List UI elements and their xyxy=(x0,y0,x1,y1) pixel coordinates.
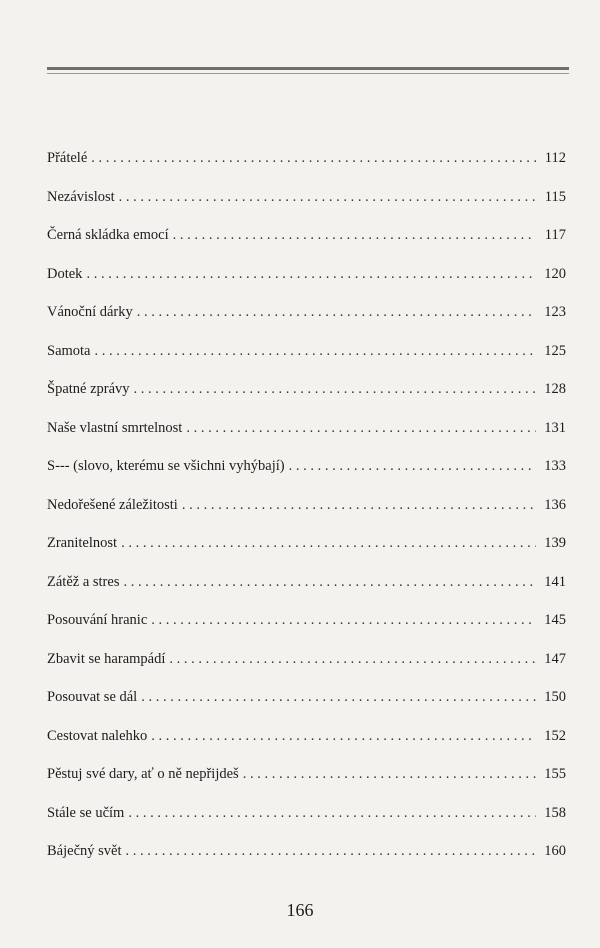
toc-entry xyxy=(47,612,566,651)
toc-entry-title: Nezávislost xyxy=(47,188,115,205)
toc-entry-title: Špatné zprávy xyxy=(47,381,130,397)
toc-entry-page: 150 xyxy=(544,689,566,705)
table-of-contents xyxy=(47,150,566,882)
toc-leader-dots xyxy=(186,420,536,437)
toc-entry xyxy=(47,458,566,497)
toc-entry xyxy=(47,420,566,459)
toc-entry-title: Černá skládka emocí xyxy=(47,227,169,243)
toc-leader-dots xyxy=(169,651,536,668)
toc-leader-dots xyxy=(141,689,536,706)
toc-leader-dots xyxy=(91,150,536,167)
toc-entry-title: Zátěž a stres xyxy=(47,573,120,590)
toc-entry-title: Posouvat se dál xyxy=(47,689,138,705)
toc-entry-title: Pěstuj své dary, ať o ně nepřijdeš xyxy=(47,766,239,782)
toc-leader-dots xyxy=(121,535,536,552)
toc-entry xyxy=(47,304,566,343)
toc-entry-title: Zbavit se harampádí xyxy=(47,650,166,667)
toc-leader-dots xyxy=(151,612,536,629)
toc-entry xyxy=(47,651,566,690)
toc-entry-title: Naše vlastní smrtelnost xyxy=(47,419,183,436)
toc-entry xyxy=(47,689,566,728)
toc-entry-page: 125 xyxy=(544,342,566,359)
toc-entry-page: 152 xyxy=(544,727,566,744)
toc-entry xyxy=(47,728,566,767)
toc-entry-page: 128 xyxy=(544,381,566,397)
toc-entry-page: 158 xyxy=(544,804,566,821)
toc-entry xyxy=(47,227,566,266)
toc-entry-page: 115 xyxy=(544,188,566,205)
toc-leader-dots xyxy=(126,843,537,860)
toc-leader-dots xyxy=(119,189,536,206)
toc-leader-dots xyxy=(128,805,536,822)
toc-entry-page: 139 xyxy=(544,535,566,551)
toc-entry-title: Cestovat nalehko xyxy=(47,727,148,744)
header-rule-thin xyxy=(47,73,569,74)
toc-entry xyxy=(47,766,566,805)
toc-leader-dots xyxy=(95,343,537,360)
toc-entry-page: 120 xyxy=(544,265,566,282)
page-number: 166 xyxy=(286,900,314,920)
toc-entry xyxy=(47,574,566,613)
toc-entry-page: 131 xyxy=(544,419,566,436)
toc-entry-title: Přátelé xyxy=(47,150,88,166)
toc-entry xyxy=(47,843,566,882)
toc-entry xyxy=(47,381,566,420)
toc-entry xyxy=(47,189,566,228)
toc-entry xyxy=(47,497,566,536)
toc-entry-title: Stále se učím xyxy=(47,804,125,821)
toc-leader-dots xyxy=(151,728,536,745)
toc-entry-page: 147 xyxy=(544,650,566,667)
toc-leader-dots xyxy=(137,304,536,321)
toc-entry-page: 160 xyxy=(544,843,566,859)
toc-entry xyxy=(47,535,566,574)
toc-entry-title: Posouvání hranic xyxy=(47,612,148,628)
toc-entry-title: S--- (slovo, kterému se všichni vyhýbají) xyxy=(47,458,285,474)
toc-entry xyxy=(47,805,566,844)
toc-entry-title: Vánoční dárky xyxy=(47,304,133,320)
toc-leader-dots xyxy=(182,497,536,514)
toc-leader-dots xyxy=(243,766,536,783)
toc-entry-title: Samota xyxy=(47,342,91,359)
toc-entry-page: 141 xyxy=(544,573,566,590)
toc-leader-dots xyxy=(289,458,536,475)
toc-entry-page: 117 xyxy=(544,227,566,243)
toc-entry-page: 136 xyxy=(544,496,566,513)
toc-entry xyxy=(47,150,566,189)
toc-entry-page: 133 xyxy=(544,458,566,474)
toc-entry xyxy=(47,266,566,305)
toc-leader-dots xyxy=(123,574,536,591)
header-rule xyxy=(47,67,569,70)
toc-leader-dots xyxy=(134,381,536,398)
toc-entry-page: 155 xyxy=(544,766,566,782)
toc-entry-title: Zranitelnost xyxy=(47,535,118,551)
toc-entry-title: Nedořešené záležitosti xyxy=(47,496,178,513)
toc-entry-title: Báječný svět xyxy=(47,843,122,859)
toc-leader-dots xyxy=(173,227,536,244)
toc-leader-dots xyxy=(86,266,536,283)
toc-entry xyxy=(47,343,566,382)
toc-entry-title: Dotek xyxy=(47,265,83,282)
toc-entry-page: 123 xyxy=(544,304,566,320)
toc-entry-page: 112 xyxy=(544,150,566,166)
toc-entry-page: 145 xyxy=(544,612,566,628)
